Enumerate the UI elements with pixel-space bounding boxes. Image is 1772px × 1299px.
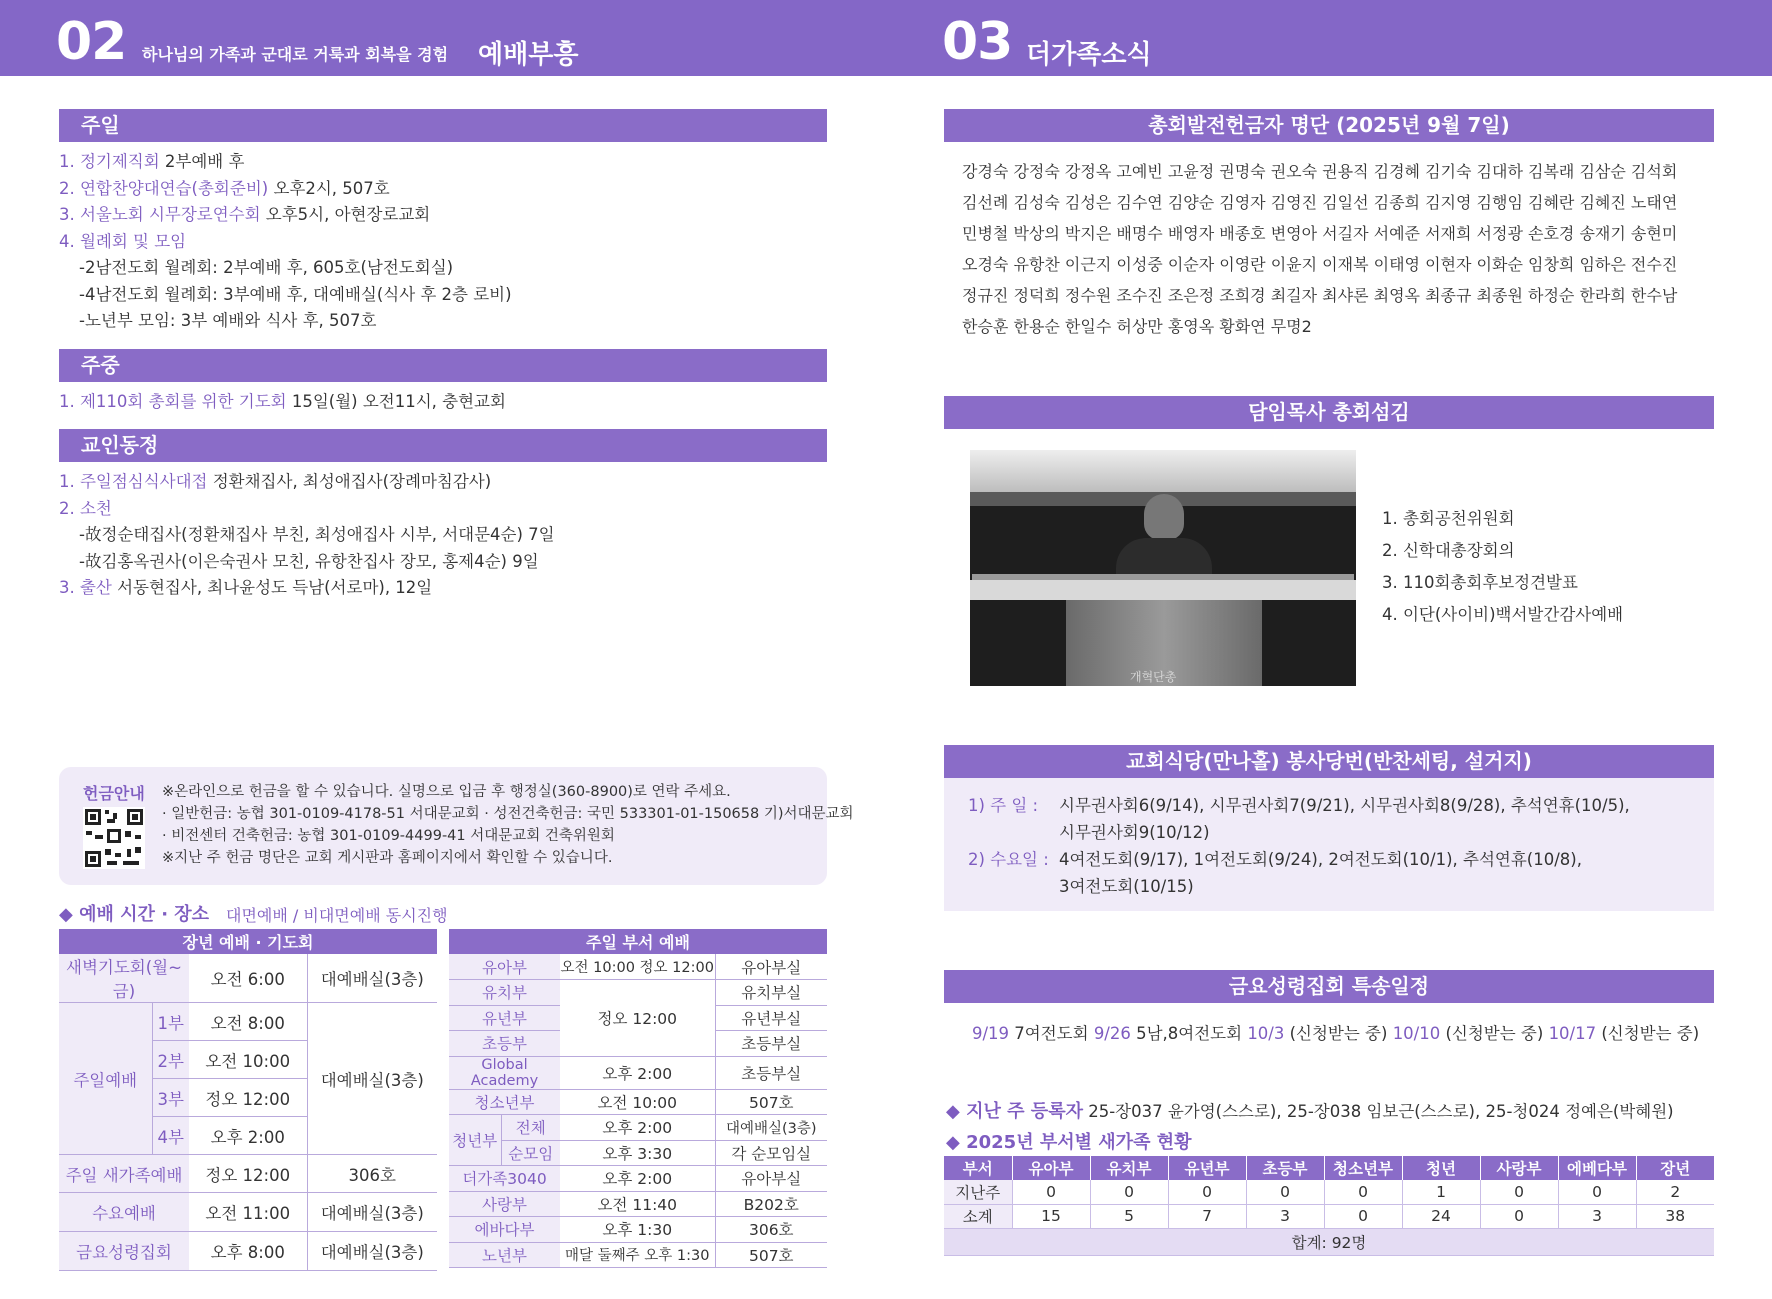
- donor-line: 오경숙 유항찬 이근지 이성중 이순자 이영란 이윤지 이재복 이태영 이현자 이화순 임창희 임하은 전수진: [962, 255, 1678, 274]
- table-row: [59, 1193, 437, 1232]
- cell-label: 청소년부: [449, 1089, 560, 1115]
- cell-time: 오후 8:00: [189, 1232, 307, 1271]
- cell-place: 각 순모임실: [715, 1140, 827, 1166]
- photo-caption: 개혁단총: [1130, 670, 1177, 684]
- table-header-row: 부서 유아부 유치부 유년부 초등부 청소년부 청년 사랑부 에베다부 장년: [944, 1156, 1714, 1180]
- list-item: 1. 주일점심식사대접 정환채집사, 최성애집사(장례마침감사): [59, 472, 492, 491]
- section-number-right: 03: [942, 12, 1013, 72]
- list-item: 1. 총회공천위원회: [1382, 509, 1515, 528]
- cell-place: B202호: [715, 1191, 827, 1217]
- donor-line: 김선례 김성숙 김성은 김수연 김양순 김영자 김영진 김일선 김종희 김지영 김행임 김혜란 김혜진 노태연: [962, 193, 1678, 212]
- table-header: 장년 예배 · 기도회: [59, 929, 437, 954]
- donors-list: [962, 156, 1677, 342]
- table-row: [59, 1003, 437, 1041]
- table-row: [59, 1155, 437, 1193]
- offering-label: 헌금안내: [83, 784, 145, 803]
- worship-title: ◆ 예배 시간 · 장소: [59, 904, 210, 925]
- cell-place: 유년부실: [715, 1005, 827, 1031]
- list-item: 3. 110회총회후보정견발표: [1382, 573, 1578, 592]
- cell-time: 정오 12:00: [189, 1079, 307, 1117]
- table-row: [449, 1056, 827, 1089]
- cafeteria-heading: 교회식당(만나홀) 봉사당번(반찬세팅, 설거지): [944, 745, 1714, 778]
- cafeteria-sunday: [1059, 792, 1630, 846]
- pastor-heading: 담임목사 총회섬김: [944, 396, 1714, 429]
- cell-time: 오전 10:00 정오 12:00: [560, 954, 715, 980]
- cafeteria-line: 3여전도회(10/15): [1059, 877, 1194, 896]
- cell-place: 초등부실: [715, 1056, 827, 1089]
- section-title-right: 더가족소식: [1026, 40, 1152, 70]
- qr-code-icon[interactable]: [83, 807, 145, 869]
- list-item: 2. 연합찬양대연습(총회준비) 오후2시, 507호: [59, 178, 390, 198]
- cell-label: 주일 새가족예배: [59, 1155, 189, 1193]
- cell-label: 더가족3040: [449, 1166, 560, 1192]
- cell-place: 대예배실(3층): [307, 1003, 437, 1155]
- section-number-left: 02: [56, 12, 127, 72]
- cafeteria-box: [944, 778, 1714, 911]
- cell-time: 오전 11:40: [560, 1191, 715, 1217]
- midweek-heading: 주중: [59, 349, 827, 382]
- friday-schedule: 9/19 7여전도회 9/26 5남,8여전도회 10/3 (신청받는 중) 10/10 (신청받는 중) 10/17 (신청받는 중): [972, 1024, 1700, 1043]
- table-row: [59, 1232, 437, 1271]
- sunday-list: [59, 149, 512, 335]
- list-item: 1. 정기제직회 2부예배 후: [59, 152, 245, 171]
- cell-label: 새벽기도회(월~금): [59, 954, 189, 1003]
- cell-label: 노년부: [449, 1242, 560, 1268]
- list-subitem: -故김홍옥권사(이은숙권사 모친, 유항찬집사 장모, 홍제4순) 9일: [79, 551, 539, 571]
- cell-place: 507호: [715, 1242, 827, 1268]
- cell-label: 금요성령집회: [59, 1232, 189, 1271]
- cell-time: 매달 둘째주 오후 1:30: [560, 1242, 715, 1268]
- cell-time: 정오 12:00: [189, 1155, 307, 1193]
- cafeteria-label-wed: 2) 수요일 :: [968, 850, 1049, 869]
- cell-sublabel: 전체: [501, 1115, 560, 1141]
- table-header: 주일 부서 예배: [449, 929, 827, 954]
- donor-line: 강경숙 강정숙 강정옥 고예빈 고윤정 권명숙 권오숙 권용직 김경혜 김기숙 김대하 김복래 김삼순 김석회: [962, 162, 1678, 181]
- cafeteria-label-sunday: 1) 주 일 :: [968, 796, 1039, 815]
- cell-place: 유치부실: [715, 980, 827, 1006]
- table-row: 지난주 0 0 0 0 0 1 0 0 2: [944, 1180, 1714, 1204]
- cell-label: 에바다부: [449, 1217, 560, 1243]
- cell-place: 507호: [715, 1089, 827, 1115]
- cell-time: 오전 10:00: [560, 1089, 715, 1115]
- section-subtitle-left: 하나님의 가족과 군대로 거룩과 회복을 경험: [142, 45, 449, 64]
- donors-heading: 총회발전헌금자 명단 (2025년 9월 7일): [944, 109, 1714, 142]
- table-row: [449, 1140, 827, 1166]
- donor-line: 민병철 박상의 박지은 배명수 배영자 배종호 변영아 서길자 서예준 서재희 서정광 손호경 송재기 송현미: [962, 224, 1678, 243]
- cell-label: 수요예배: [59, 1193, 189, 1232]
- cell-label: 주일예배: [59, 1003, 152, 1155]
- offering-line: · 비전센터 건축헌금: 농협 301-0109-4499-41 서대문교회 건축위원회: [162, 828, 615, 844]
- list-subitem: -故정순태집사(정환채집사 부친, 최성애집사 시부, 서대문4순) 7일: [79, 525, 555, 544]
- cell-sublabel: 3부: [152, 1079, 189, 1117]
- cell-label: 청년부: [449, 1115, 501, 1166]
- cafeteria-wed: [1059, 846, 1582, 900]
- list-item: 3. 서울노회 시무장로연수회 오후5시, 아현장로교회: [59, 205, 431, 224]
- cell-place: 대예배실(3층): [307, 954, 437, 1003]
- offering-lines: [162, 781, 854, 869]
- donor-line: 정규진 정덕희 정수원 조수진 조은정 조희경 최길자 최샤론 최영옥 최종규 최종원 하정순 한라희 한수남: [962, 286, 1678, 305]
- cell-sublabel: 2부: [152, 1041, 189, 1079]
- table-row: [449, 954, 827, 980]
- table-total-row: 합계: 92명: [944, 1228, 1714, 1255]
- offering-line: ※온라인으로 헌금을 할 수 있습니다. 실명으로 입금 후 행정실(360-8900)로 연락 주세요.: [162, 784, 731, 800]
- list-subitem: -2남전도회 월례회: 2부예배 후, 605호(남전도회실): [79, 258, 454, 277]
- cell-label: 유년부: [449, 1005, 560, 1031]
- cafeteria-line: 4여전도회(9/17), 1여전도회(9/24), 2여전도회(10/1), 추석연휴(10/8),: [1059, 850, 1582, 869]
- offering-line: · 일반헌금: 농협 301-0109-4178-51 서대문교회 · 성전건축헌금: 국민 533301-01-150658 기)서대문교회: [162, 806, 854, 822]
- section-title-left: 예배부흥: [478, 40, 579, 70]
- cell-sublabel: 순모임: [501, 1140, 560, 1166]
- cell-place: 306호: [307, 1155, 437, 1193]
- list-item: 2. 신학대총장회의: [1382, 541, 1515, 560]
- cell-place: 306호: [715, 1217, 827, 1243]
- cell-place: 대예배실(3층): [715, 1115, 827, 1141]
- offering-line: ※지난 주 헌금 명단은 교회 게시판과 홈페이지에서 확인할 수 있습니다.: [162, 850, 613, 866]
- list-subitem: -노년부 모임: 3부 예배와 식사 후, 507호: [79, 311, 377, 330]
- friday-heading: 금요성령집회 특송일정: [944, 970, 1714, 1003]
- list-item: 1. 제110회 총회를 위한 기도회 15일(월) 오전11시, 충현교회: [59, 392, 506, 411]
- cafeteria-line: 시무권사회9(10/12): [1059, 823, 1210, 842]
- cell-time: 정오 12:00: [560, 980, 715, 1057]
- cell-place: 유아부실: [715, 1166, 827, 1192]
- table-row: 소계 15 5 7 3 0 24 0 3 38: [944, 1204, 1714, 1228]
- cell-time: 오전 6:00: [189, 954, 307, 1003]
- worship-subtitle: 대면예배 / 비대면예배 동시진행: [226, 906, 448, 925]
- table-row: [449, 980, 827, 1006]
- newfam-stats-table: [944, 1156, 1714, 1256]
- cell-place: 대예배실(3층): [307, 1232, 437, 1271]
- list-item: 4. 이단(사이비)백서발간감사예배: [1382, 605, 1624, 624]
- cell-time: 오후 2:00: [560, 1115, 715, 1141]
- cell-label: 사랑부: [449, 1191, 560, 1217]
- cell-time: 오후 2:00: [189, 1117, 307, 1155]
- newfam-stats-title: ◆ 2025년 부서별 새가족 현황: [946, 1132, 1192, 1153]
- cell-time: 오후 3:30: [560, 1140, 715, 1166]
- list-subitem: -4남전도회 월례회: 3부예배 후, 대예배실(식사 후 2층 로비): [79, 284, 512, 304]
- table-row: [449, 1242, 827, 1268]
- list-item: 3. 출산 서동현집사, 최나윤성도 득남(서로마), 12일: [59, 578, 433, 597]
- cell-place: 초등부실: [715, 1031, 827, 1057]
- table-row: [449, 1166, 827, 1192]
- cell-label: 유아부: [449, 954, 560, 980]
- table-row: [59, 954, 437, 1003]
- cell-sublabel: 4부: [152, 1117, 189, 1155]
- cell-time: 오후 2:00: [560, 1056, 715, 1089]
- members-heading: 교인동정: [59, 429, 827, 462]
- table-row: [449, 1191, 827, 1217]
- offering-box: [59, 767, 854, 885]
- sunday-heading: 주일: [59, 109, 827, 142]
- pastor-photo: [970, 450, 1356, 686]
- donor-line: 한승훈 한용순 한일수 허상만 홍영옥 황화연 무명2: [962, 317, 1312, 336]
- cafeteria-line: 시무권사회6(9/14), 시무권사회7(9/21), 시무권사회8(9/28), 추석연휴(10/5),: [1059, 796, 1630, 815]
- cell-time: 오전 10:00: [189, 1041, 307, 1079]
- cell-place: 대예배실(3층): [307, 1193, 437, 1232]
- cell-label: Global Academy: [449, 1056, 560, 1089]
- cell-time: 오후 2:00: [560, 1166, 715, 1192]
- cell-time: 오후 1:30: [560, 1217, 715, 1243]
- list-item: 2. 소천: [59, 498, 112, 518]
- pastor-list: [1382, 503, 1623, 631]
- list-item: 4. 월례회 및 모임: [59, 231, 187, 251]
- registration-line: ◆ 지난 주 등록자 25-장037 윤가영(스스로), 25-장038 임보근(스스로), 25-청024 정예은(박혜원): [946, 1101, 1674, 1122]
- table-row: [449, 1089, 827, 1115]
- adult-worship-table: [59, 929, 437, 1271]
- cell-time: 오전 8:00: [189, 1003, 307, 1041]
- dept-worship-table: [449, 929, 827, 1268]
- cell-place: 유아부실: [715, 954, 827, 980]
- table-row: [449, 1115, 827, 1141]
- cell-label: 초등부: [449, 1031, 560, 1057]
- members-list: [59, 469, 555, 602]
- midweek-list: [59, 389, 506, 416]
- cell-sublabel: 1부: [152, 1003, 189, 1041]
- cell-label: 유치부: [449, 980, 560, 1006]
- cell-time: 오전 11:00: [189, 1193, 307, 1232]
- table-row: [449, 1217, 827, 1243]
